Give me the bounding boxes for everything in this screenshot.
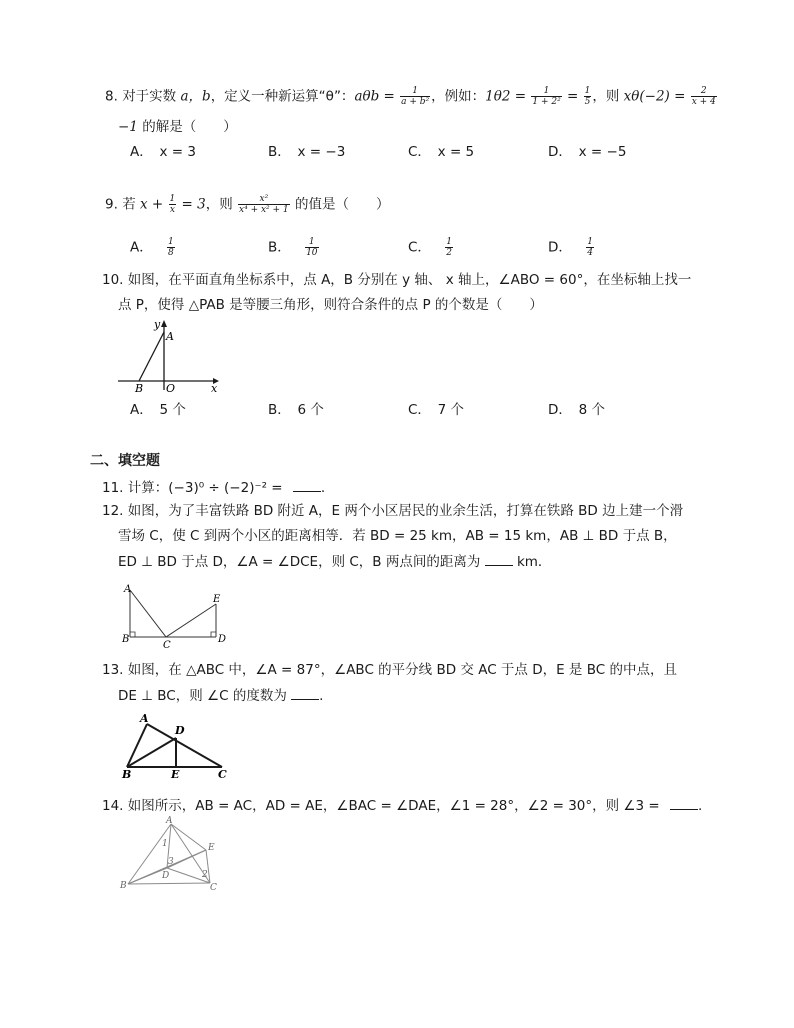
q8-equation-fraction: $\frac{2}{x + 4}$ — [691, 86, 716, 107]
q12-right-angle-b — [130, 632, 135, 637]
q9-line1 — [105, 194, 389, 215]
q12-label-b: B — [122, 634, 130, 645]
q10-label-a: A — [166, 330, 174, 343]
q13-label-e: E — [171, 768, 180, 781]
q9-number: 9. — [105, 196, 118, 213]
q14-figure — [118, 818, 224, 892]
q8-line2-b: 的解是（ ） — [142, 119, 237, 135]
q12-text-line1: 如图，为了丰富铁路 BD 附近 A，E 两个小区居民的业余生活，打算在铁路 BD 边上建一个滑 — [127, 503, 684, 519]
q14-seg-ae — [171, 824, 206, 850]
section-title-fill-in: 二、填空题 — [90, 453, 160, 469]
q8-example-result: $\frac{1}{5}$ — [584, 86, 591, 107]
q9-option-d[interactable]: D． $\frac{1}{4}$ — [548, 237, 593, 258]
q12-number: 12. — [102, 503, 124, 519]
q12-line-ac — [130, 590, 166, 637]
q14-seg-bc — [128, 883, 210, 884]
q8-number: 8. — [105, 88, 118, 105]
q8-equation-lhs: xθ(−2) = — [623, 88, 686, 105]
q14-label-b: B — [120, 881, 127, 891]
q13-figure — [118, 712, 233, 780]
q14-answer-blank[interactable] — [670, 795, 698, 810]
q8-option-a[interactable]: A． x = 3 — [130, 144, 196, 160]
q12-label-a: A — [124, 584, 132, 595]
q10-label-b: B — [135, 382, 144, 395]
q13-number: 13. — [102, 662, 124, 678]
q10-y-arrow — [161, 320, 167, 327]
q8-option-c[interactable]: C． x = 5 — [408, 144, 475, 160]
q13-answer-blank[interactable] — [291, 685, 319, 700]
q12-figure — [118, 582, 230, 651]
q10-label-x: x — [211, 382, 218, 395]
q14-label-d: D — [162, 871, 170, 881]
q12-text-line3: ED ⊥ BD 于点 D，∠A = ∠DCE，则 C，B 两点间的距离为 — [118, 554, 481, 570]
q8-vars: a，b — [180, 88, 211, 105]
q9-expr-rhs: = 3 — [181, 196, 206, 213]
q9-expr-fraction: $\frac{1}{x}$ — [169, 194, 176, 215]
q14-label-e: E — [208, 843, 215, 853]
q14-line — [102, 795, 702, 816]
q10-option-c[interactable]: C． 7 个 — [408, 402, 465, 418]
q12-line2: 雪场 C，使 C 到两个小区的距离相等．若 BD = 25 km，AB = 15 km，AB ⊥ BD 于点 B， — [118, 528, 677, 544]
q10-label-o: O — [166, 382, 176, 395]
q9-option-b[interactable]: B． $\frac{1}{10}$ — [268, 237, 318, 258]
q12-answer-blank[interactable] — [485, 551, 513, 566]
q14-number: 14. — [102, 798, 124, 814]
q13-text-line2: DE ⊥ BC，则 ∠C 的度数为 — [118, 688, 287, 704]
q11-end: . — [320, 480, 326, 496]
q11-answer-blank[interactable] — [293, 477, 321, 492]
q10-segment-ab — [139, 332, 164, 381]
q12-label-e: E — [213, 594, 221, 605]
q14-label-a: A — [166, 816, 173, 826]
q8-stem-d: ，则 — [592, 88, 620, 105]
q8-stem-a: 对于实数 — [122, 88, 177, 105]
q10-number: 10. — [102, 272, 124, 288]
q8-line2-a: −1 — [118, 119, 138, 135]
q8-stem-c: ，例如： — [431, 88, 486, 105]
q9-stem-c: 的值是（ ） — [294, 196, 390, 213]
q8-def-fraction: $\frac{1}{\text{a + b²}}$ — [401, 86, 430, 107]
q13-line1 — [102, 660, 677, 680]
q10-option-b[interactable]: B． 6 个 — [268, 402, 324, 418]
q12-label-c: C — [163, 640, 171, 651]
q8-option-d[interactable]: D． x = −5 — [548, 144, 627, 160]
q13-label-a: A — [140, 712, 149, 725]
q9-option-a[interactable]: A． $\frac{1}{8}$ — [130, 237, 174, 258]
q8-stem-b: ，定义一种新运算“θ”： — [210, 88, 355, 105]
q12-line3 — [118, 551, 551, 572]
q8-line2 — [118, 117, 237, 137]
q9-target-fraction: $\frac{\text{x²}}{\text{x⁴ + x² + 1}}$ — [239, 194, 289, 215]
q10-line1 — [102, 270, 691, 290]
q8-option-b[interactable]: B． x = −3 — [268, 144, 346, 160]
q11-number: 11. — [102, 480, 124, 496]
q12-right-angle-d — [211, 632, 216, 637]
q9-stem-a: 若 — [122, 196, 136, 213]
q12-line1 — [102, 501, 683, 521]
q14-text: 如图所示，AB = AC，AD = AE，∠BAC = ∠DAE，∠1 = 28°，∠2 = 30°，则 ∠3 = — [127, 798, 660, 814]
q13-line2 — [118, 685, 323, 706]
q13-label-b: B — [122, 768, 132, 781]
q11-text: 计算：(−3)⁰ ÷ (−2)⁻² = — [127, 480, 283, 496]
q8-example-lhs: 1θ2 = — [485, 88, 527, 105]
q10-figure — [118, 318, 228, 394]
q14-label-3: 3 — [168, 857, 174, 867]
q13-label-c: C — [218, 768, 227, 781]
q10-option-a[interactable]: A． 5 个 — [130, 402, 186, 418]
q14-label-2: 2 — [202, 870, 208, 880]
q13-end: . — [319, 688, 324, 704]
q10-text-line1: 如图，在平面直角坐标系中，点 A，B 分别在 y 轴、 x 轴上，∠ABO = 60°，在坐标轴上找一 — [127, 272, 692, 288]
q11-line — [102, 477, 325, 498]
q10-option-d[interactable]: D． 8 个 — [548, 402, 606, 418]
q12-label-d: D — [218, 634, 227, 645]
q14-label-c: C — [210, 883, 217, 893]
q14-label-1: 1 — [162, 839, 168, 849]
q12-line-ce — [166, 604, 216, 637]
q9-stem-b: ，则 — [205, 196, 233, 213]
q9-expr-lhs: x + — [139, 196, 164, 213]
q9-option-c[interactable]: C． $\frac{1}{2}$ — [408, 237, 452, 258]
q10-label-y: y — [154, 318, 161, 331]
q10-line2: 点 P，使得 △PAB 是等腰三角形，则符合条件的点 P 的个数是（ ） — [118, 297, 543, 313]
q8-example-fraction: $\frac{1}{\text{1 + 2²}}$ — [532, 86, 561, 107]
q12-unit: km． — [516, 554, 552, 570]
q13-text-line1: 如图，在 △ABC 中，∠A = 87°，∠ABC 的平分线 BD 交 AC 于点 D，E 是 BC 的中点，且 — [127, 662, 677, 678]
q13-label-d: D — [175, 724, 185, 737]
q8-example-eq: = — [567, 88, 579, 105]
q14-end: . — [698, 798, 703, 814]
q8-line1 — [105, 86, 718, 107]
q8-def-lhs: aθb = — [354, 88, 395, 105]
